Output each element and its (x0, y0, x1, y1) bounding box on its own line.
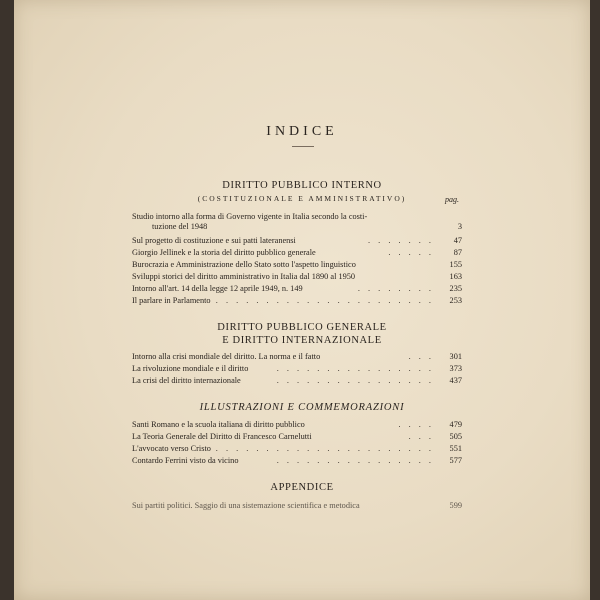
page-title: INDICE (266, 124, 338, 139)
book-page (14, 0, 590, 600)
leader-dots: . . . . . . . . . . . . . . . . . . . . . . (215, 296, 434, 305)
leader-dots: . . . . . . . . . . . . . . . . (276, 364, 434, 373)
toc-entry-page: 253 (449, 296, 462, 305)
toc-entry-title: Santi Romano e la scuola italiana di diritto pubblico (132, 420, 305, 429)
toc-entry (132, 352, 462, 362)
leader-dots: . . . . . . . . . . . . . . . . . . . . . . (215, 444, 434, 453)
leader-dots: . . . . . . . . . . . . . . . . (276, 456, 434, 465)
leader-dots: . . . (408, 352, 434, 361)
toc-entry-page: 163 (449, 272, 462, 281)
section-heading-interno: DIRITTO PUBBLICO INTERNO (222, 180, 382, 191)
leader-dots: . . . . . . . . . . . . . . . . (276, 376, 434, 385)
toc-entry-title-cont: tuzione del 1948 (152, 222, 208, 231)
toc-entry-title: Intorno alla crisi mondiale del diritto. La norma e il fatto (132, 352, 321, 361)
leader-dots: . . . . . . . . (357, 284, 434, 293)
toc-entry-page: 47 (453, 236, 462, 245)
toc-entry-page: 551 (449, 444, 462, 453)
toc-entry (132, 260, 462, 270)
leader-dots: . . . (408, 432, 434, 441)
toc-entry (132, 432, 462, 442)
section-heading-generale: DIRITTO PUBBLICO GENERALE (217, 322, 387, 333)
toc-entry (132, 444, 462, 454)
toc-entry (132, 420, 462, 430)
toc-entry-page: 505 (449, 432, 462, 441)
section-heading-illustrazioni: ILLUSTRAZIONI E COMMEMORAZIONI (199, 402, 405, 413)
toc-entry-title: Sui partiti politici. Saggio di una sistemazione scientifica e metodica (132, 501, 360, 510)
toc-entry-page: 301 (449, 352, 462, 361)
toc-entry-title: Sul progetto di costituzione e sui patti lateranensi (132, 236, 296, 245)
leader-dots: . . . . . . . (368, 236, 434, 245)
toc-entry-title: Intorno all'art. 14 della legge 12 aprile 1949, n. 149 (132, 284, 303, 293)
leader-dots: . . . . (398, 420, 434, 429)
toc-entry (132, 364, 462, 374)
toc-entry-page: 479 (449, 420, 462, 429)
toc-entry-title: Sviluppi storici del diritto amministrativo in Italia dal 1890 al 1950 (132, 272, 356, 281)
toc-entry-title: Contardo Ferrini visto da vicino (132, 456, 239, 465)
toc-entry-page: 155 (449, 260, 462, 269)
toc-entry (132, 501, 462, 511)
toc-entry-page: 87 (453, 248, 462, 257)
section-heading-generale-line2: E DIRITTO INTERNAZIONALE (222, 335, 382, 346)
toc-entry-page: 599 (449, 501, 462, 510)
toc-entry-title: La rivoluzione mondiale e il diritto (132, 364, 249, 373)
toc-entry-title: Studio intorno alla forma di Governo vigente in Italia secondo la costi- (132, 212, 368, 221)
toc-entry (132, 376, 462, 386)
toc-entry-page: 3 (457, 222, 462, 231)
toc-entry (132, 456, 462, 466)
toc-entry-page: 373 (449, 364, 462, 373)
toc-entry-title: L'avvocato verso Cristo (132, 444, 211, 453)
toc-entry-page: 577 (449, 456, 462, 465)
toc-entry (132, 284, 462, 294)
toc-entry (132, 296, 462, 306)
toc-entry-title: La Teoria Generale del Diritto di Francesco Carnelutti (132, 432, 312, 441)
toc-entry (132, 212, 462, 232)
toc-entry-title: Giorgio Jellinek e la storia del diritto pubblico generale (132, 248, 316, 257)
leader-dots: . . . . . (388, 248, 434, 257)
toc-entry (132, 236, 462, 246)
toc-entry-title: Burocrazia e Amministrazione dello Stato sotto l'aspetto linguistico (132, 260, 356, 269)
toc-entry-page: 235 (449, 284, 462, 293)
toc-entry-title: Il parlare in Parlamento (132, 296, 211, 305)
toc-entry (132, 248, 462, 258)
section-heading-appendice: APPENDICE (270, 482, 334, 493)
toc-entry (132, 272, 462, 282)
page-column-label: pag. (445, 195, 459, 204)
toc-entry-title: La crisi del diritto internazionale (132, 376, 241, 385)
section-subheading-interno: (COSTITUZIONALE E AMMINISTRATIVO) (197, 194, 407, 203)
toc-entry-page: 437 (449, 376, 462, 385)
title-rule (292, 146, 314, 147)
